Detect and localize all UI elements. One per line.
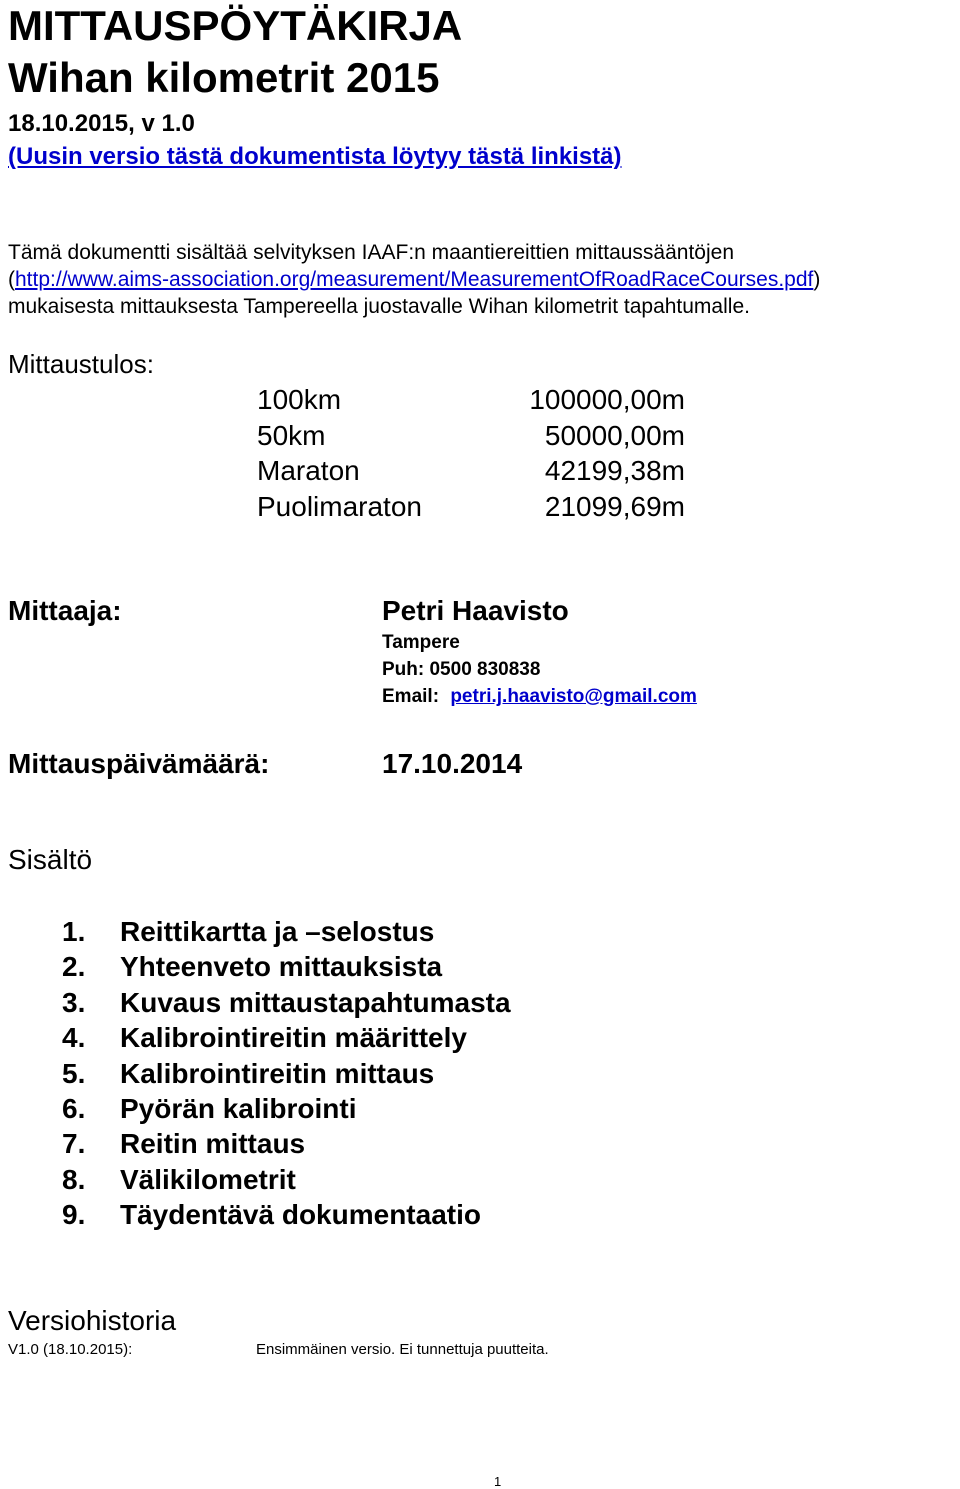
result-row (257, 418, 685, 454)
result-distance: 50km (257, 419, 326, 451)
toc-item[interactable] (62, 914, 511, 949)
history-note: Ensimmäinen versio. Ei tunnettuja puutteita. (256, 1341, 549, 1358)
toc-item-label: Pyörän kalibrointi (120, 1093, 357, 1125)
result-distance: 100km (257, 384, 342, 415)
email-label: Email: (382, 686, 440, 707)
result-row (257, 489, 685, 525)
measurer-label: Mittaaja: (8, 595, 122, 626)
toc-item-label: Täydentävä dokumentaatio (120, 1199, 481, 1231)
toc-item-number: 6. (62, 1093, 86, 1125)
toc-item-label: Välikilometrit (120, 1163, 296, 1195)
aims-rules-link[interactable]: http://www.aims-association.org/measurement/MeasurementOfRoadRaceCourses.pdf (15, 268, 814, 291)
measurer-email-line (382, 686, 697, 708)
toc-item-label: Kalibrointireitin määrittely (120, 1022, 467, 1054)
toc-item[interactable] (62, 1091, 511, 1126)
intro-line-1: Tämä dokumentti sisältää selvityksen IAAF:n maantiereittien mittaussääntöjen (8, 241, 735, 264)
result-value: 100000,00m (529, 384, 685, 415)
page-number: 1 (494, 1474, 502, 1489)
toc-item-label: Kalibrointireitin mittaus (120, 1057, 435, 1089)
toc-item-number: 2. (62, 951, 86, 983)
toc-item-number: 7. (62, 1128, 86, 1160)
version-date: 18.10.2015, v 1.0 (8, 110, 195, 137)
toc-item[interactable] (62, 1020, 511, 1055)
toc-heading: Sisältö (8, 844, 93, 875)
measurement-date-value: 17.10.2014 (382, 748, 523, 779)
toc-list (62, 914, 511, 1233)
intro-line-3: mukaisesta mittauksesta Tampereella juostavalle Wihan kilometrit tapahtumalle. (8, 295, 750, 318)
result-value: 50000,00m (544, 419, 685, 451)
history-version: V1.0 (18.10.2015): (8, 1341, 133, 1358)
toc-item-number: 9. (62, 1199, 86, 1231)
version-history-heading: Versiohistoria (8, 1305, 177, 1336)
toc-item-label: Kuvaus mittaustapahtumasta (120, 986, 511, 1018)
paren-close: ) (813, 268, 821, 291)
result-row (257, 453, 685, 489)
email-link[interactable]: petri.j.haavisto@gmail.com (450, 686, 697, 707)
result-distance: Puolimaraton (257, 490, 422, 522)
paren-open: ( (8, 268, 15, 291)
result-value: 21099,69m (544, 490, 685, 522)
result-row (257, 382, 685, 418)
document-title: MITTAUSPÖYTÄKIRJA (8, 2, 463, 49)
measurer-city: Tampere (382, 632, 460, 653)
toc-item-label: Yhteenveto mittauksista (120, 951, 443, 983)
measurer-name: Petri Haavisto (382, 595, 569, 626)
result-distance: Maraton (257, 455, 360, 486)
measurer-phone: Puh: 0500 830838 (382, 659, 541, 680)
toc-item[interactable] (62, 1162, 511, 1197)
toc-item[interactable] (62, 1197, 511, 1232)
toc-item[interactable] (62, 985, 511, 1020)
toc-item-number: 5. (62, 1057, 86, 1089)
measurement-date-label: Mittauspäivämäärä: (8, 748, 270, 779)
results-table (257, 382, 685, 524)
intro-url-line (8, 268, 820, 292)
results-label: Mittaustulos: (8, 349, 154, 379)
latest-version-link[interactable]: (Uusin versio tästä dokumentista löytyy tästä linkistä) (8, 143, 622, 170)
toc-item-number: 8. (62, 1163, 86, 1195)
toc-item-label: Reitin mittaus (120, 1128, 306, 1160)
toc-item[interactable] (62, 949, 511, 984)
toc-item-number: 1. (62, 916, 86, 947)
toc-item-label: Reittikartta ja –selostus (120, 916, 435, 947)
toc-item[interactable] (62, 1056, 511, 1091)
event-title: Wihan kilometrit 2015 (8, 54, 440, 101)
result-value: 42199,38m (544, 455, 685, 486)
toc-item-number: 3. (62, 986, 86, 1018)
toc-item-number: 4. (62, 1022, 86, 1054)
toc-item[interactable] (62, 1126, 511, 1161)
